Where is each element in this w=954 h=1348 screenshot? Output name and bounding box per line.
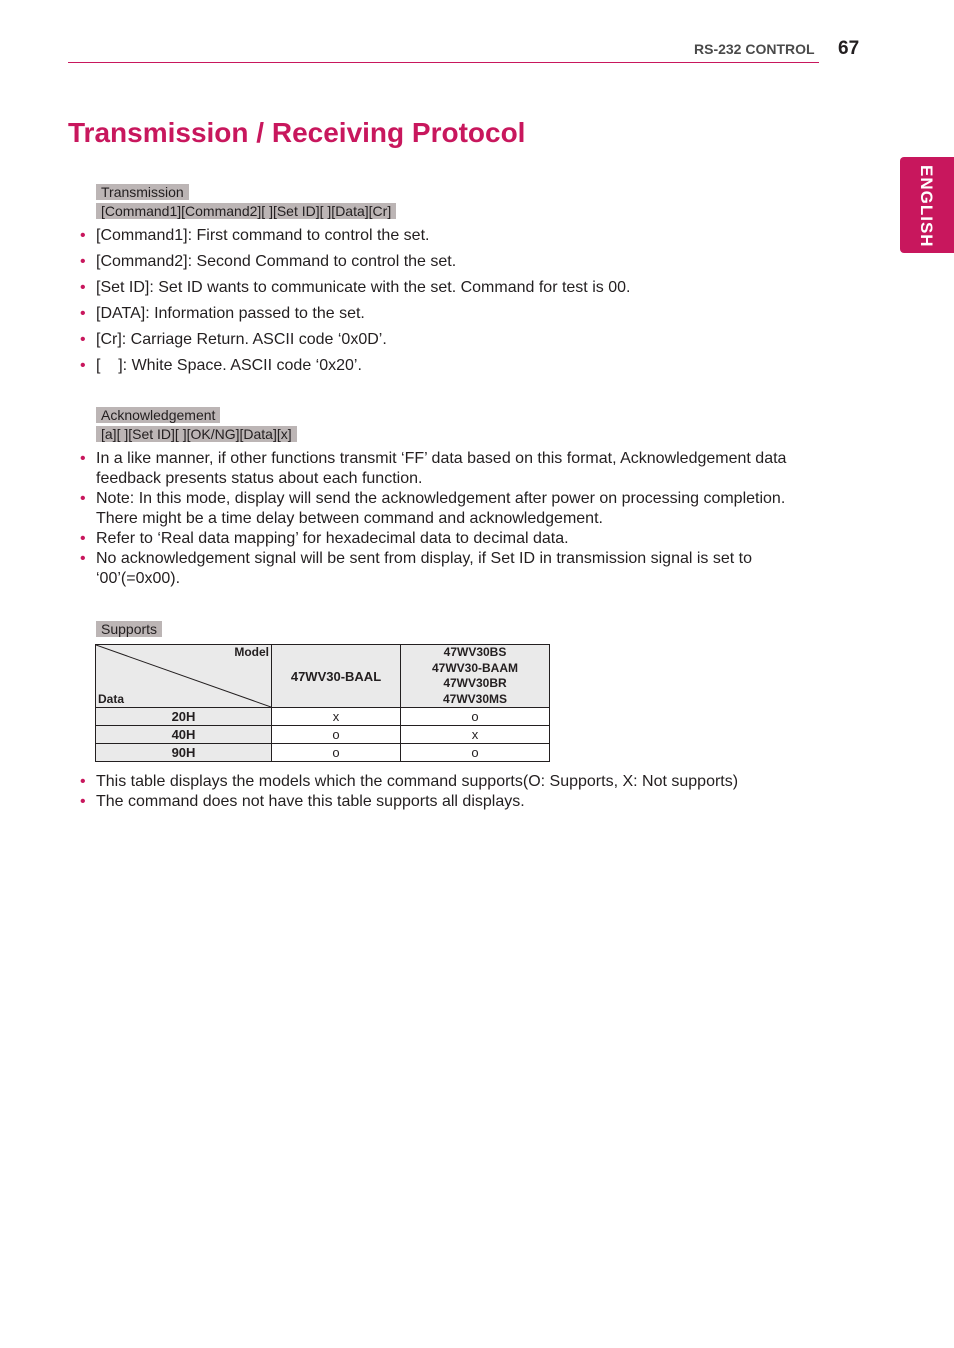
- bullet-icon: •: [80, 793, 86, 810]
- list-item: • The command does not have this table supports all displays.: [80, 793, 525, 810]
- row-header: 40H: [96, 726, 272, 744]
- bullet-icon: •: [80, 450, 86, 467]
- list-item: • Refer to ‘Real data mapping’ for hexadecimal data to decimal data.: [80, 530, 569, 547]
- list-item: • Note: In this mode, display will send the acknowledgement after power on processing completion. There might be a time delay between command and acknowledgement.: [80, 490, 786, 527]
- transmission-label: Transmission: [96, 184, 189, 200]
- supports-label: Supports: [96, 621, 162, 637]
- acknowledgement-bullet-list: [78, 449, 823, 589]
- table-row: [96, 744, 550, 762]
- row-header: 90H: [96, 744, 272, 762]
- list-item: • [Set ID]: Set ID wants to communicate with the set. Command for test is 00.: [80, 279, 631, 296]
- header-section-title: RS-232 CONTROL: [694, 41, 815, 57]
- supports-table: [95, 644, 550, 762]
- bullet-icon: •: [80, 773, 86, 790]
- transmission-bullet-list: [78, 226, 823, 382]
- column-header-baal: 47WV30-BAAL: [272, 645, 401, 708]
- list-item: • [DATA]: Information passed to the set.: [80, 305, 365, 322]
- list-item: • [Command2]: Second Command to control the set.: [80, 253, 457, 270]
- corner-data-label: Data: [98, 692, 125, 706]
- language-tab-label: ENGLISH: [917, 165, 936, 248]
- table-row: [96, 726, 550, 744]
- table-cell: o: [401, 744, 550, 762]
- bullet-icon: •: [80, 253, 86, 270]
- bullet-icon: •: [80, 357, 86, 374]
- table-row: [96, 708, 550, 726]
- list-item: • This table displays the models which the command supports(O: Supports, X: Not supports): [80, 773, 739, 790]
- bullet-icon: •: [80, 530, 86, 547]
- language-tab: [900, 157, 954, 253]
- table-cell: o: [272, 726, 401, 744]
- list-item: • [Command1]: First command to control the set.: [80, 227, 430, 244]
- acknowledgement-label: Acknowledgement: [96, 407, 220, 423]
- list-item: • [ ]: White Space. ASCII code ‘0x20’.: [80, 357, 362, 374]
- bullet-icon: •: [80, 550, 86, 567]
- header-divider: [68, 62, 819, 63]
- page-number: 67: [838, 38, 860, 59]
- page-title: Transmission / Receiving Protocol: [68, 117, 526, 148]
- table-corner-cell: [96, 645, 272, 708]
- bullet-icon: •: [80, 305, 86, 322]
- supports-bullet-list: [78, 772, 823, 812]
- table-cell: x: [272, 708, 401, 726]
- transmission-format: [Command1][Command2][ ][Set ID][ ][Data][Cr]: [96, 203, 396, 219]
- bullet-icon: •: [80, 331, 86, 348]
- list-item: • [Cr]: Carriage Return. ASCII code ‘0x0D’.: [80, 331, 387, 348]
- acknowledgement-format: [a][ ][Set ID][ ][OK/NG][Data][x]: [96, 426, 297, 442]
- table-cell: o: [272, 744, 401, 762]
- column-header-models: 47WV30BS 47WV30-BAAM 47WV30BR 47WV30MS: [401, 645, 550, 708]
- bullet-icon: •: [80, 490, 86, 507]
- row-header: 20H: [96, 708, 272, 726]
- corner-model-label: Model: [234, 645, 269, 659]
- list-item: • No acknowledgement signal will be sent from display, if Set ID in transmission signal is set to ‘00’(=0x00).: [80, 550, 752, 587]
- table-cell: x: [401, 726, 550, 744]
- table-cell: o: [401, 708, 550, 726]
- bullet-icon: •: [80, 227, 86, 244]
- list-item: • In a like manner, if other functions transmit ‘FF’ data based on this format, Acknowledgement data feedback presents status about each function.: [80, 450, 787, 487]
- bullet-icon: •: [80, 279, 86, 296]
